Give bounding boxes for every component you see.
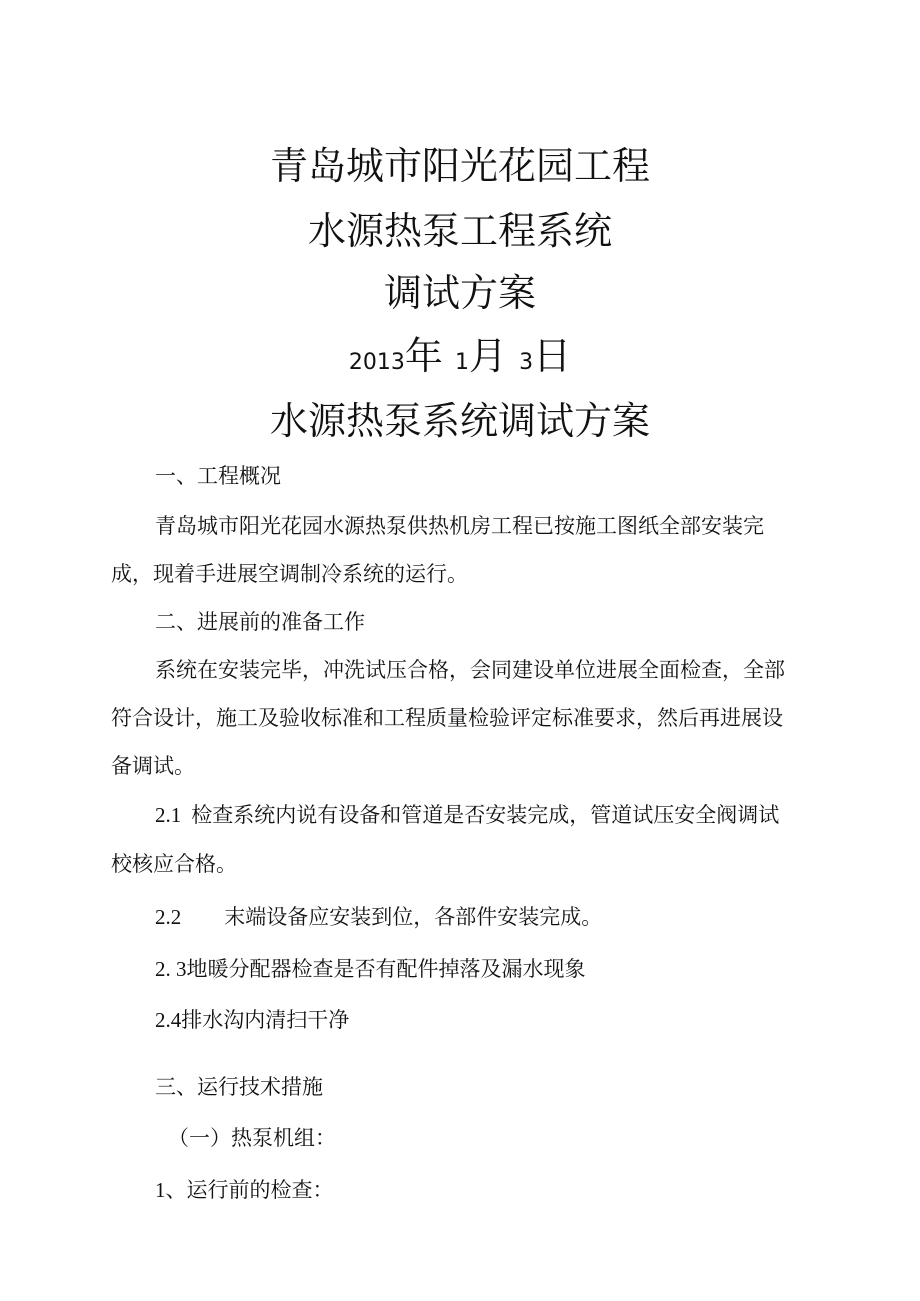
- item-2-1-line-2: 校核应合格。: [111, 852, 237, 876]
- section-2-paragraph-line-1: 系统在安装完毕，冲洗试压合格，会同建设单位进展全面检查，全部: [155, 658, 785, 682]
- section-1-heading: 一、工程概况: [155, 464, 281, 488]
- date-day: 3: [519, 350, 534, 375]
- section-2-paragraph-line-2: 符合设计，施工及验收标准和工程质量检验评定标准要求，然后再进展设: [111, 706, 783, 730]
- item-2-4: 2.4排水沟内清扫干净: [155, 1008, 350, 1032]
- date-month-unit: 月: [468, 334, 507, 378]
- date-year: 2013: [348, 350, 405, 375]
- date-day-unit: 日: [533, 334, 572, 378]
- item-2-1-text: 检查系统内说有设备和管道是否安装完成，管道试压安全阀调试: [191, 803, 780, 827]
- section-3-subheading: （一）热泵机组：: [168, 1126, 336, 1150]
- item-2-1-line-1: [155, 801, 779, 829]
- item-2-2-text: 末端设备应安装到位，各部件安装完成。: [224, 905, 603, 929]
- item-2-2-number: 2.2: [155, 905, 182, 929]
- title-date: [0, 333, 920, 386]
- section-1-paragraph-line-2: 成，现着手进展空调制冷系统的运行。: [111, 562, 468, 586]
- section-1-paragraph-line-1: 青岛城市阳光花园水源热泵供热机房工程已按施工图纸全部安装完: [155, 514, 764, 538]
- section-3-heading: 三、运行技术措施: [155, 1075, 323, 1099]
- section-3-item-1: 1、运行前的检查：: [155, 1178, 334, 1202]
- title-line-system: 水源热泵工程系统: [307, 209, 612, 253]
- title-line-plan: 调试方案: [383, 271, 536, 315]
- date-year-unit: 年: [404, 334, 443, 378]
- item-2-1-number: 2.1: [155, 803, 182, 827]
- item-2-3: 2. 3地暖分配器检查是否有配件掉落及漏水现象: [155, 957, 586, 981]
- section-2-paragraph-line-3: 备调试。: [111, 754, 195, 778]
- section-2-heading: 二、进展前的准备工作: [155, 610, 365, 634]
- item-2-2: [155, 903, 602, 931]
- title-line-doc: 水源热泵系统调试方案: [269, 399, 650, 443]
- date-month: 1: [454, 350, 469, 375]
- title-line-project: 青岛城市阳光花园工程: [269, 144, 650, 188]
